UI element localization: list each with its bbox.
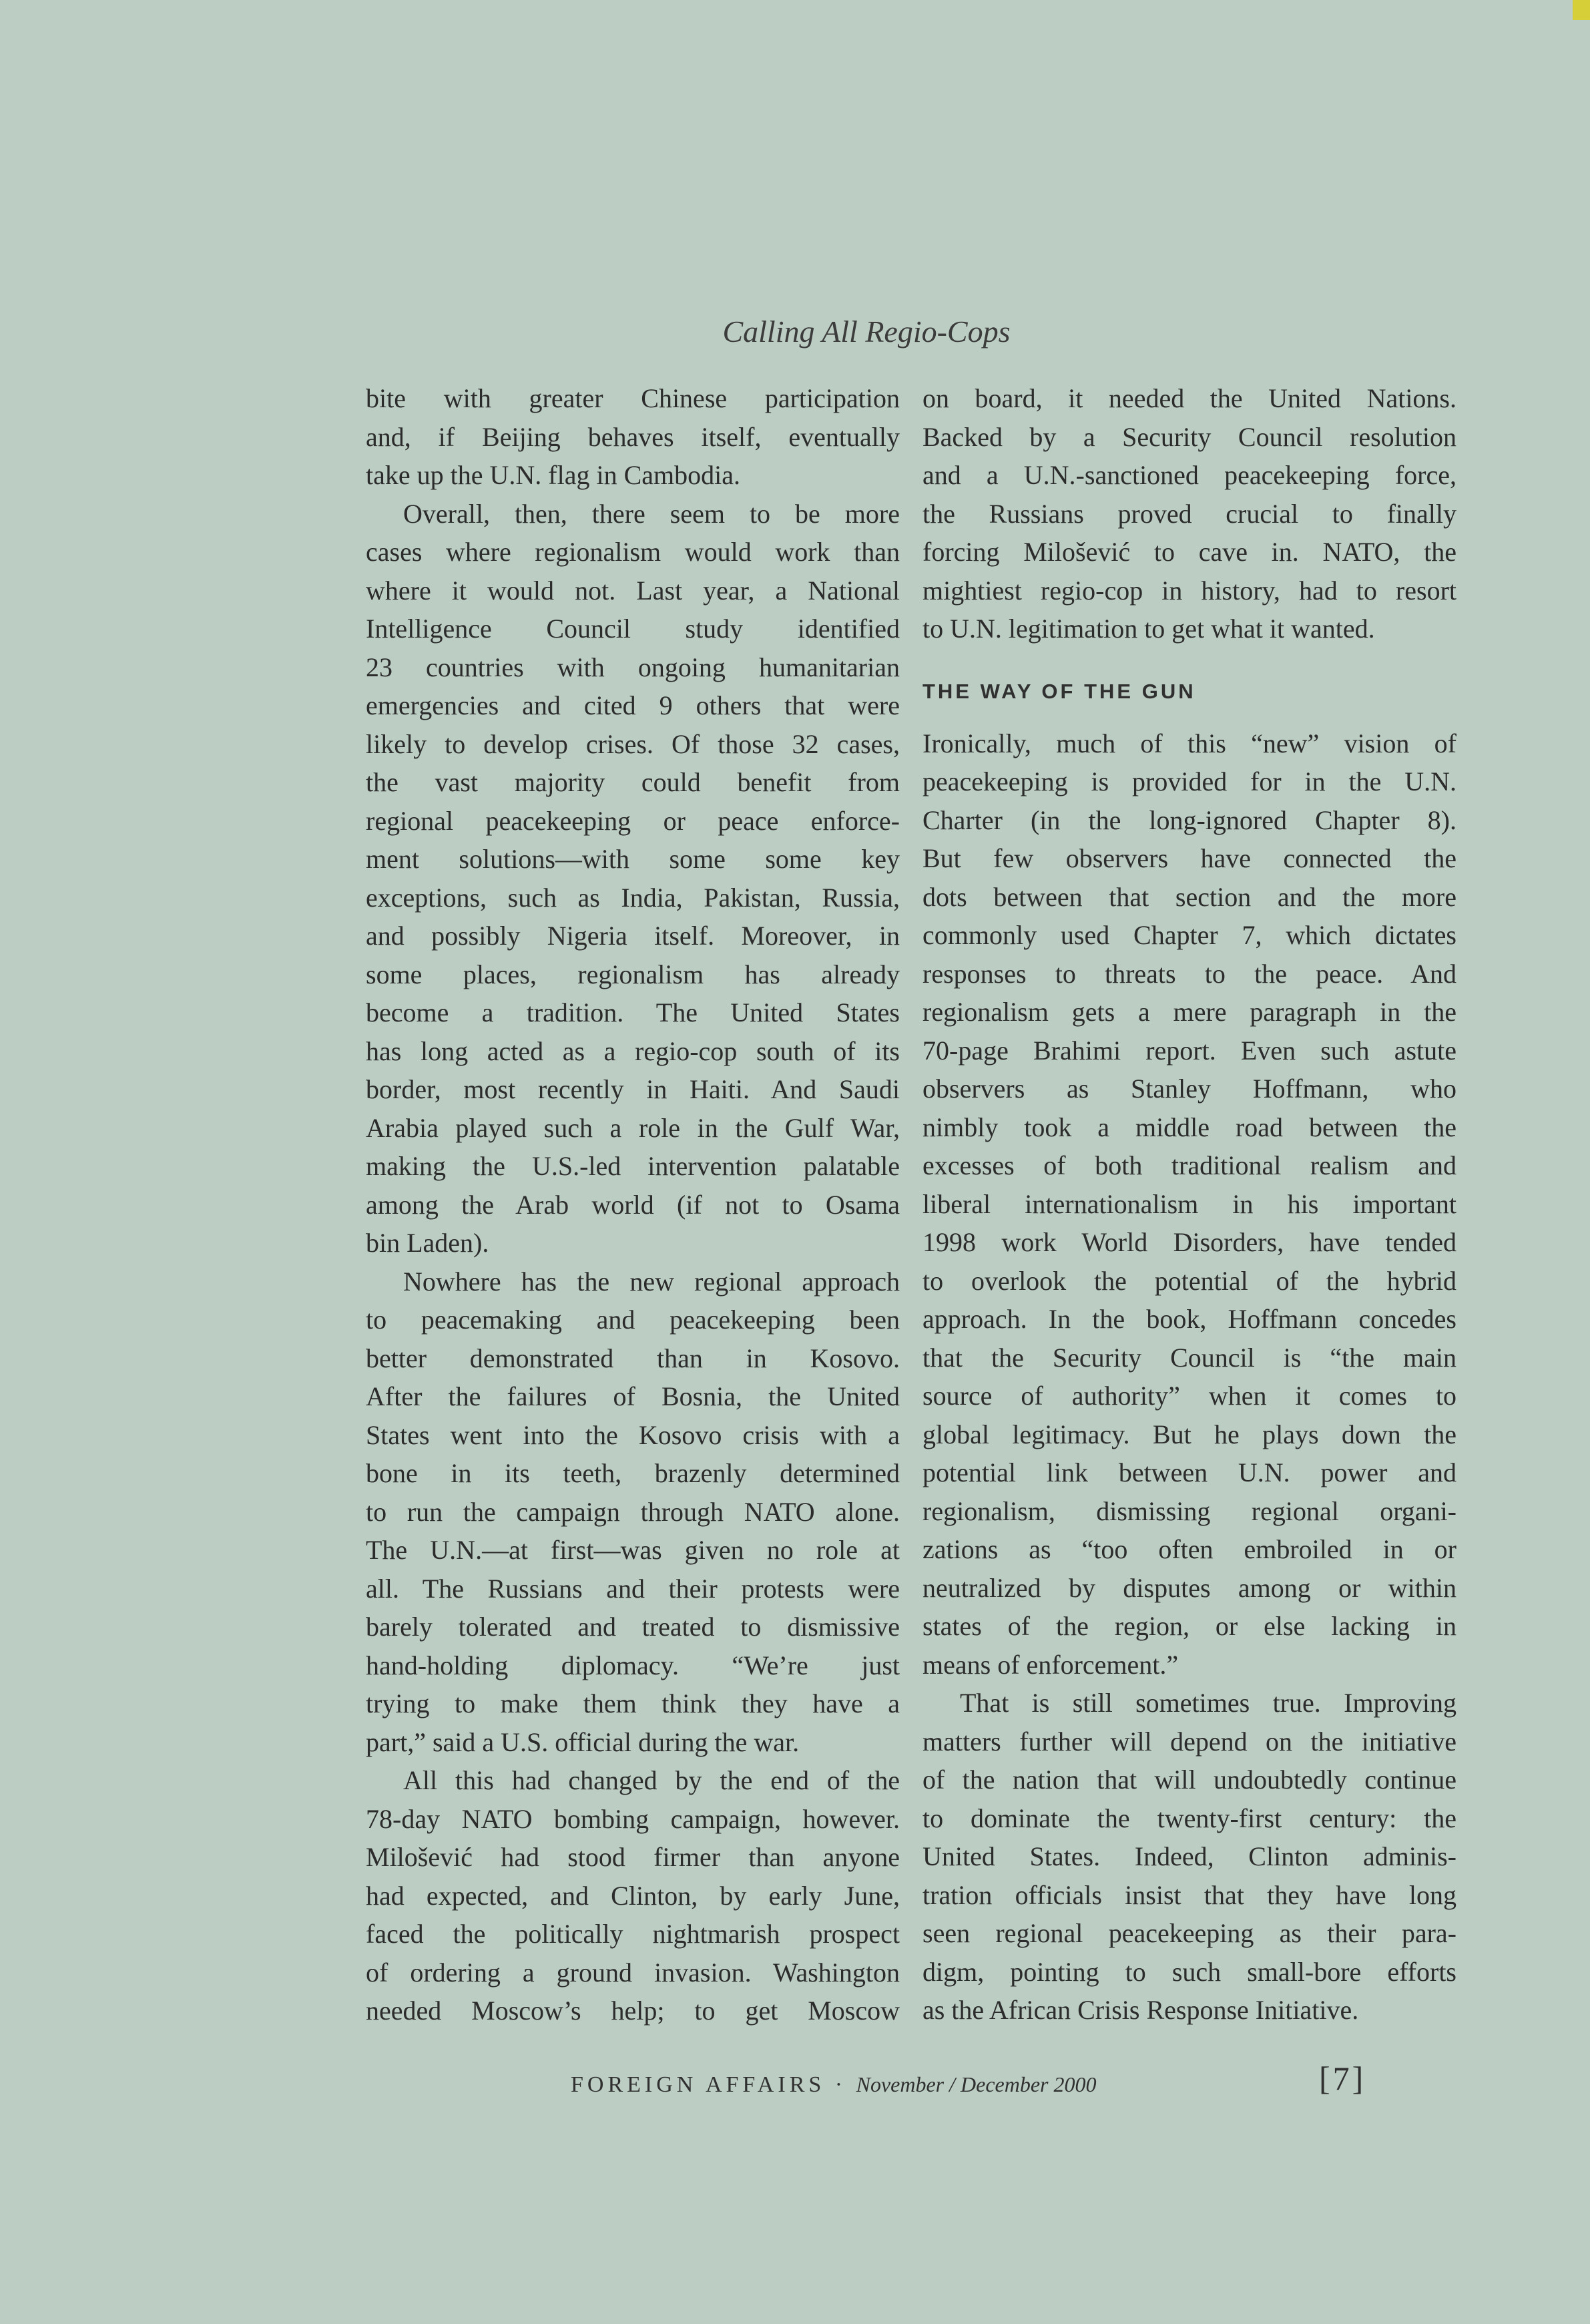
text-line: to U.N. legitimation to get what it wanted. bbox=[922, 614, 1375, 644]
text-line: 1998 work World Disorders, have tended bbox=[922, 1227, 1456, 1257]
text-line: All this had changed by the end of the bbox=[403, 1765, 900, 1795]
text-line: After the failures of Bosnia, the United bbox=[366, 1381, 900, 1411]
text-line: tration officials insist that they have long bbox=[922, 1879, 1456, 1910]
section-heading: THE WAY OF THE GUN bbox=[922, 679, 1196, 703]
text-line: border, most recently in Haiti. And Saudi bbox=[366, 1074, 900, 1104]
text-line: Ironically, much of this “new” vision of bbox=[922, 728, 1456, 758]
text-line: bin Laden). bbox=[366, 1228, 489, 1258]
footer-separator: · bbox=[834, 2072, 847, 2097]
text-line: Overall, then, there seem to be more bbox=[403, 498, 900, 529]
text-line: 23 countries with ongoing humanitarian bbox=[366, 652, 900, 682]
text-line: Arabia played such a role in the Gulf War, bbox=[366, 1112, 900, 1143]
text-line: to overlook the potential of the hybrid bbox=[922, 1265, 1456, 1296]
text-line: where it would not. Last year, a National bbox=[366, 575, 900, 606]
text-line: nimbly took a middle road between the bbox=[922, 1112, 1456, 1142]
text-line: mightiest regio-cop in history, had to resort bbox=[922, 575, 1456, 606]
text-line: zations as “too often embroiled in or bbox=[922, 1534, 1456, 1564]
text-line: had expected, and Clinton, by early June, bbox=[366, 1880, 900, 1911]
issue-date: November / December 2000 bbox=[856, 2072, 1097, 2096]
text-line: seen regional peacekeeping as their para- bbox=[922, 1918, 1456, 1948]
corner-color-mark bbox=[1573, 0, 1590, 20]
text-line: forcing Milošević to cave in. NATO, the bbox=[922, 537, 1456, 567]
text-line: emergencies and cited 9 others that were bbox=[366, 690, 900, 720]
text-line: better demonstrated than in Kosovo. bbox=[366, 1343, 900, 1373]
text-line: needed Moscow’s help; to get Moscow bbox=[366, 1996, 900, 2026]
text-line: faced the politically nightmarish prospect bbox=[366, 1919, 900, 1949]
text-line: take up the U.N. flag in Cambodia. bbox=[366, 460, 740, 490]
text-line: liberal internationalism in his important bbox=[922, 1188, 1456, 1219]
text-line: of the nation that will undoubtedly continue bbox=[922, 1765, 1456, 1795]
text-line: part,” said a U.S. official during the war. bbox=[366, 1726, 800, 1757]
text-line: global legitimacy. But he plays down the bbox=[922, 1419, 1456, 1449]
text-line: 78-day NATO bombing campaign, however. bbox=[366, 1803, 900, 1834]
text-line: means of enforcement.” bbox=[922, 1649, 1179, 1680]
text-line: United States. Indeed, Clinton adminis- bbox=[922, 1841, 1456, 1871]
text-line: hand-holding diplomacy. “We’re just bbox=[366, 1650, 900, 1680]
text-line: matters further will depend on the initiative bbox=[922, 1726, 1456, 1757]
text-line: potential link between U.N. power and bbox=[922, 1457, 1456, 1487]
text-line: source of authority” when it comes to bbox=[922, 1381, 1456, 1411]
text-line: States went into the Kosovo crisis with a bbox=[366, 1419, 900, 1450]
text-line: Nowhere has the new regional approach bbox=[403, 1266, 900, 1297]
text-line: barely tolerated and treated to dismissive bbox=[366, 1612, 900, 1642]
text-line: trying to make them think they have a bbox=[366, 1688, 900, 1718]
text-line: excesses of both traditional realism and bbox=[922, 1150, 1456, 1180]
text-line: ment solutions—with some some key bbox=[366, 844, 900, 874]
text-line: commonly used Chapter 7, which dictates bbox=[922, 920, 1456, 950]
text-line: dots between that section and the more bbox=[922, 881, 1456, 912]
text-line: digm, pointing to such small-bore efforts bbox=[922, 1956, 1456, 1987]
text-line: all. The Russians and their protests were bbox=[366, 1573, 900, 1604]
text-line: the vast majority could benefit from bbox=[366, 767, 900, 797]
text-line: responses to threats to the peace. And bbox=[922, 958, 1456, 989]
text-line: and possibly Nigeria itself. Moreover, in bbox=[366, 921, 900, 951]
text-line: neutralized by disputes among or within bbox=[922, 1572, 1456, 1603]
text-line: Charter (in the long-ignored Chapter 8). bbox=[922, 804, 1456, 835]
text-line: 70-page Brahimi report. Even such astute bbox=[922, 1035, 1456, 1066]
text-line: exceptions, such as India, Pakistan, Russia, bbox=[366, 882, 900, 913]
text-line: Milošević had stood firmer than anyone bbox=[366, 1842, 900, 1872]
text-line: to peacemaking and peacekeeping been bbox=[366, 1305, 900, 1335]
running-head: Calling All Regio-Cops bbox=[722, 314, 1011, 348]
text-line: Backed by a Security Council resolution bbox=[922, 421, 1456, 452]
text-line: making the U.S.-led intervention palatable bbox=[366, 1151, 900, 1181]
text-line: approach. In the book, Hoffmann concedes bbox=[922, 1304, 1456, 1334]
page-footer bbox=[571, 2064, 1097, 2104]
text-line: Intelligence Council study identified bbox=[366, 614, 900, 644]
text-line: as the African Crisis Response Initiative. bbox=[922, 1995, 1359, 2025]
text-line: on board, it needed the United Nations. bbox=[922, 383, 1456, 413]
text-line: bite with greater Chinese participation bbox=[366, 383, 900, 413]
text-line: regionalism gets a mere paragraph in the bbox=[922, 997, 1456, 1027]
journal-name: FOREIGN AFFAIRS bbox=[571, 2072, 826, 2097]
text-line: bone in its teeth, brazenly determined bbox=[366, 1458, 900, 1488]
text-line: the Russians proved crucial to finally bbox=[922, 498, 1456, 529]
text-line: to dominate the twenty-first century: the bbox=[922, 1803, 1456, 1833]
text-line: regionalism, dismissing regional organi- bbox=[922, 1495, 1456, 1526]
text-line: peacekeeping is provided for in the U.N. bbox=[922, 766, 1456, 796]
text-line: cases where regionalism would work than bbox=[366, 537, 900, 567]
text-line: to run the campaign through NATO alone. bbox=[366, 1496, 900, 1527]
left-column bbox=[366, 379, 900, 2030]
text-line: But few observers have connected the bbox=[922, 843, 1456, 873]
text-line: become a tradition. The United States bbox=[366, 997, 900, 1027]
text-line: and a U.N.-sanctioned peacekeeping force, bbox=[922, 460, 1456, 490]
text-line: That is still sometimes true. Improving bbox=[960, 1688, 1456, 1718]
text-line: The U.N.—at first—was given no role at bbox=[366, 1535, 900, 1565]
text-line: that the Security Council is “the main bbox=[922, 1342, 1456, 1373]
text-line: has long acted as a regio-cop south of its bbox=[366, 1035, 900, 1066]
text-line: some places, regionalism has already bbox=[366, 959, 900, 989]
text-line: among the Arab world (if not to Osama bbox=[366, 1189, 900, 1220]
text-line: states of the region, or else lacking in bbox=[922, 1611, 1456, 1641]
text-line: of ordering a ground invasion. Washington bbox=[366, 1957, 900, 1988]
right-column bbox=[922, 379, 1456, 2030]
text-line: likely to develop crises. Of those 32 cases, bbox=[366, 728, 900, 759]
page-number: [7] bbox=[1319, 2060, 1366, 2097]
text-line: and, if Beijing behaves itself, eventually bbox=[366, 421, 900, 452]
text-line: regional peacekeeping or peace enforce- bbox=[366, 805, 900, 836]
text-line: observers as Stanley Hoffmann, who bbox=[922, 1074, 1456, 1104]
